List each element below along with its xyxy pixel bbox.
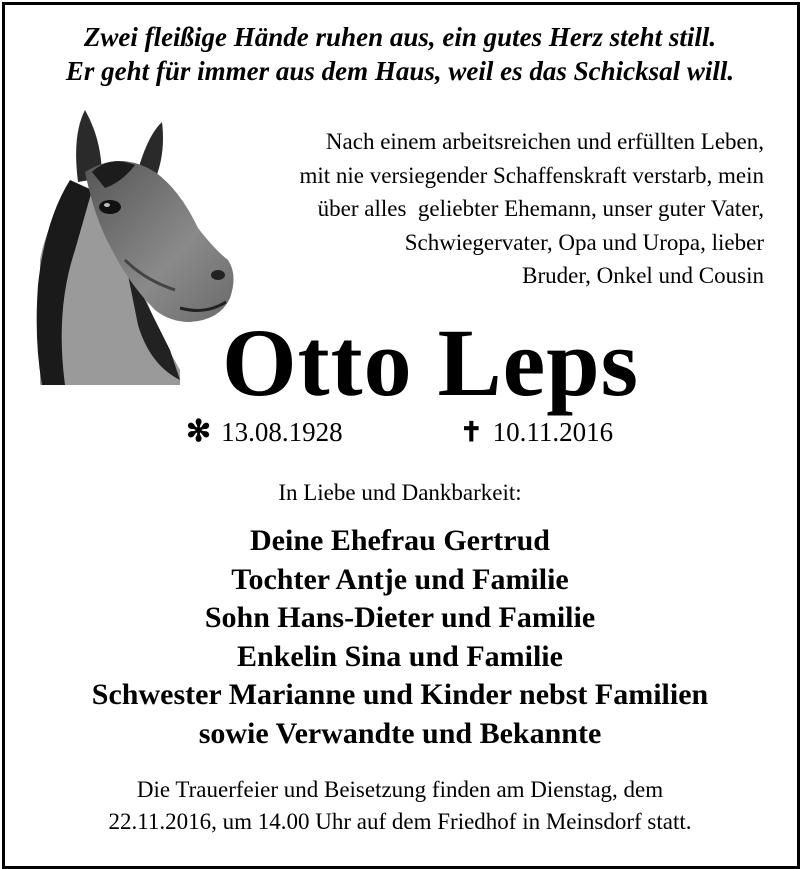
mourners-list bbox=[0, 522, 800, 753]
intro-line: Schwiegervater, Opa und Uropa, lieber bbox=[404, 229, 764, 255]
verse-line: Er geht für immer aus dem Haus, weil es das Schicksal will. bbox=[65, 56, 735, 86]
mourner-line: Enkelin Sina und Familie bbox=[237, 639, 563, 673]
mourner-line: Tochter Antje und Familie bbox=[231, 562, 569, 596]
verse-line: Zwei fleißige Hände ruhen aus, ein gutes Herz steht still. bbox=[83, 22, 717, 52]
death-date: 10.11.2016 bbox=[492, 417, 614, 447]
mourner-line: sowie Verwandte und Bekannte bbox=[198, 716, 602, 750]
mourner-line: Schwester Marianne und Kinder nebst Familien bbox=[91, 678, 709, 711]
intro-line: über alles geliebter Ehemann, unser guter Vater, bbox=[317, 196, 764, 221]
funeral-notice bbox=[0, 774, 800, 838]
intro-line: mit nie versiegender Schaffenskraft verstarb, mein bbox=[299, 162, 764, 188]
birth-date-group bbox=[186, 414, 343, 450]
birth-star-icon: ✻ bbox=[186, 415, 212, 448]
intro-line: Bruder, Onkel und Cousin bbox=[522, 263, 764, 288]
footer-line: Die Trauerfeier und Beisetzung finden am Dienstag, dem bbox=[136, 777, 664, 802]
mourner-line: Sohn Hans-Dieter und Familie bbox=[204, 601, 596, 634]
verse bbox=[0, 20, 800, 88]
deceased-name: Otto Leps bbox=[222, 309, 639, 416]
death-cross-icon: ✝ bbox=[460, 417, 483, 447]
mourner-line: Deine Ehefrau Gertrud bbox=[250, 524, 550, 557]
intro-line: Nach einem arbeitsreichen und erfüllten Leben, bbox=[325, 129, 764, 154]
intro-text bbox=[204, 125, 764, 293]
footer-line: 22.11.2016, um 14.00 Uhr auf dem Friedhof in Meinsdorf statt. bbox=[108, 809, 692, 834]
thanks-line: In Liebe und Dankbarkeit: bbox=[278, 480, 522, 505]
life-dates bbox=[0, 414, 800, 450]
death-date-group bbox=[460, 414, 613, 450]
birth-date: 13.08.1928 bbox=[221, 417, 343, 447]
